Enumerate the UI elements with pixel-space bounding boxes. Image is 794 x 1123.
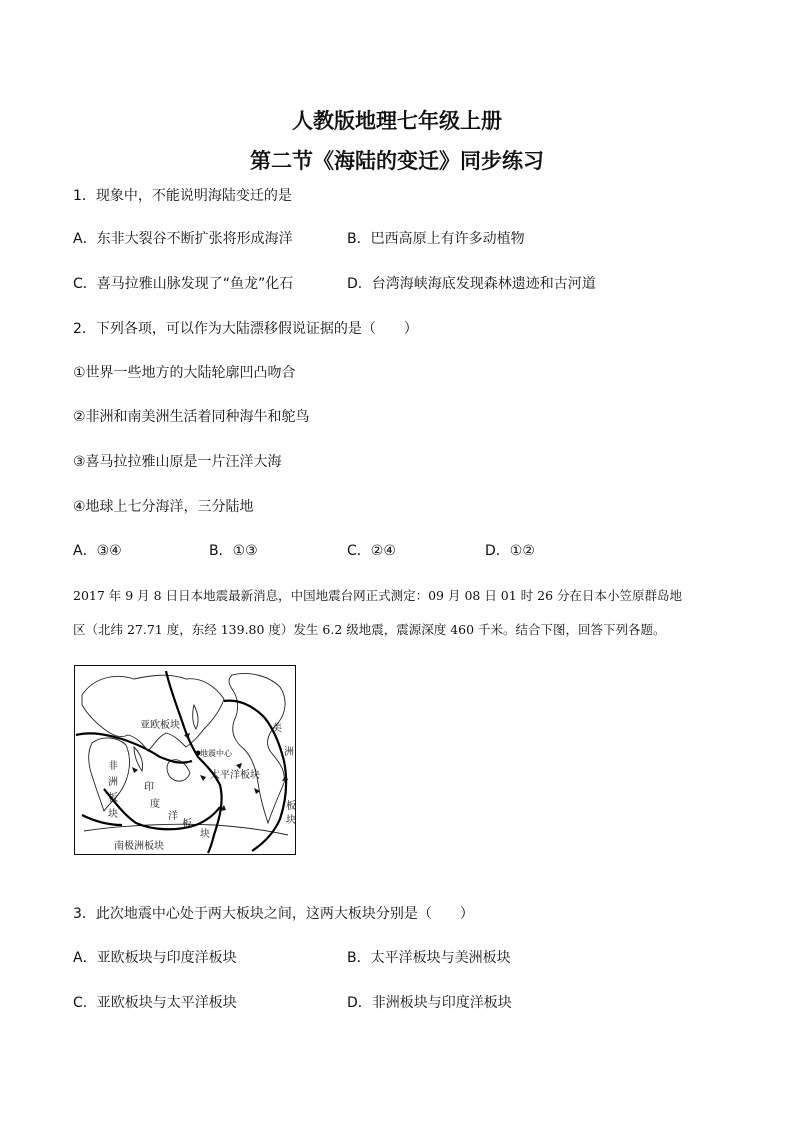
passage bbox=[73, 579, 723, 647]
q1-stem: 1．现象中，不能说明海陆变迁的是 bbox=[73, 188, 292, 204]
label-africa-plate-2: 洲 bbox=[108, 777, 118, 788]
q2-statement-1: ①世界一些地方的大陆轮廓凹凸吻合 bbox=[73, 365, 296, 381]
q3-option-a: A．亚欧板块与印度洋板块 bbox=[73, 950, 237, 966]
label-africa-plate-3: 板 bbox=[108, 793, 118, 804]
label-america-plate-4: 块 bbox=[286, 815, 296, 826]
passage-line-2: 区（北纬 27.71 度，东经 139.80 度）发生 6.2 级地震，震源深度 460 千米。结合下图，回答下列各题。 bbox=[73, 622, 666, 637]
q2-option-d: D．①② bbox=[485, 543, 535, 559]
q1-option-c: C．喜马拉雅山脉发现了“鱼龙”化石 bbox=[73, 276, 294, 292]
label-eurasia-plate: 亚欧板块 bbox=[140, 720, 180, 731]
label-antarctic-plate: 南极洲板块 bbox=[114, 841, 164, 852]
q3-option-b: B．太平洋板块与美洲板块 bbox=[347, 950, 511, 966]
label-epicenter: 地震中心 bbox=[200, 749, 232, 758]
label-africa-plate-1: 非 bbox=[108, 761, 118, 772]
q1-option-b: B．巴西高原上有许多动植物 bbox=[347, 231, 525, 247]
label-america-plate-3: 板 bbox=[286, 801, 296, 812]
q2-statement-4: ④地球上七分海洋，三分陆地 bbox=[73, 499, 254, 515]
label-indian-plate-1: 印 bbox=[144, 782, 154, 793]
label-indian-plate-4: 板 bbox=[182, 819, 192, 830]
q2-option-c: C．②④ bbox=[347, 543, 396, 559]
q1-option-d: D．台湾海峡海底发现森林遗迹和古河道 bbox=[347, 276, 596, 292]
q2-option-a: A．③④ bbox=[73, 543, 122, 559]
label-indian-plate-3: 洋 bbox=[168, 811, 178, 822]
q2-statement-2: ②非洲和南美洲生活着同种海牛和鸵鸟 bbox=[73, 409, 310, 425]
q2-statement-3: ③喜马拉拉雅山原是一片汪洋大海 bbox=[73, 454, 282, 470]
q3-option-c: C．亚欧板块与太平洋板块 bbox=[73, 995, 237, 1011]
q2-option-b: B．①③ bbox=[209, 543, 258, 559]
document-title: 人教版地理七年级上册 bbox=[292, 108, 502, 133]
label-america-plate-1: 美 bbox=[272, 723, 282, 734]
q3-option-d: D．非洲板块与印度洋板块 bbox=[347, 995, 512, 1011]
q3-stem: 3．此次地震中心处于两大板块之间，这两大板块分别是（ ） bbox=[73, 906, 474, 922]
label-indian-plate-2: 度 bbox=[150, 799, 160, 810]
label-indian-plate-5: 块 bbox=[200, 829, 210, 840]
passage-line-1: 2017 年 9 月 8 日日本地震最新消息，中国地震台网正式测定：09 月 08 日 01 时 26 分在日本小笠原群岛地 bbox=[73, 588, 683, 603]
plate-map bbox=[74, 665, 296, 855]
label-africa-plate-4: 块 bbox=[108, 809, 118, 820]
q1-option-a: A．东非大裂谷不断扩张将形成海洋 bbox=[73, 231, 293, 247]
label-pacific-plate: 太平洋板块 bbox=[210, 770, 260, 781]
q2-stem: 2．下列各项，可以作为大陆漂移假说证据的是（ ） bbox=[73, 321, 418, 337]
document-subtitle: 第二节《海陆的变迁》同步练习 bbox=[250, 148, 544, 173]
label-america-plate-2: 洲 bbox=[284, 747, 294, 758]
